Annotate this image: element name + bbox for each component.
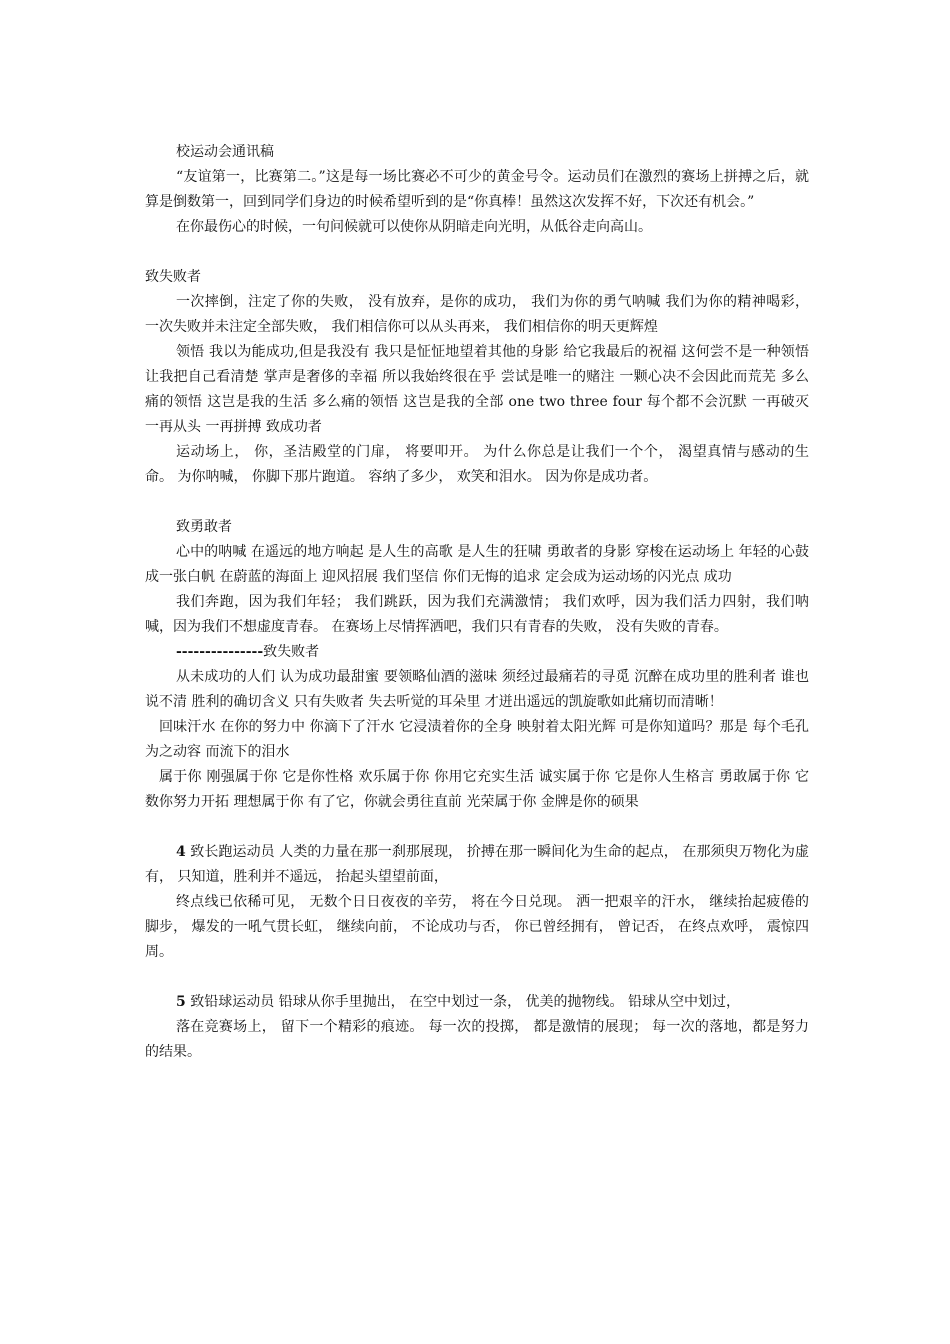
section-number: 5 bbox=[176, 994, 186, 1010]
section-paragraph: 落在竞赛场上， 留下一个精彩的痕迹。 每一次的投掷， 都是激情的展现； 每一次的落地，都是努力的结果。 bbox=[145, 1019, 809, 1060]
section-heading: 致失败者 bbox=[145, 269, 201, 285]
section-paragraph: 领悟 我以为能成功,但是我没有 我只是怔怔地望着其他的身影 给它我最后的祝福 这何尝不是一种领悟 让我把自己看清楚 掌声是奢侈的幸福 所以我始终很在乎 尝试是唯一的赌注 一颗心决不会因此而荒芜 多么痛的领悟 这岂是我的生活 多么痛的领悟 这岂是我的全部 one two three four 每个都不会沉默 一再破灭 一再从头 一再拼搏 致成功者 bbox=[145, 344, 809, 435]
intro-paragraph: 在你最伤心的时候，一句问候就可以使你从阴暗走向光明，从低谷走向高山。 bbox=[176, 219, 652, 235]
section-paragraph bbox=[145, 990, 809, 1015]
section-paragraph: 一次摔倒，注定了你的失败， 没有放弃，是你的成功， 我们为你的勇气呐喊 我们为你的精神喝彩， 一次失败并未注定全部失败， 我们相信你可以从头再来， 我们相信你的明天更辉煌 bbox=[145, 294, 809, 335]
section-paragraph: 属于你 刚强属于你 它是你性格 欢乐属于你 你用它充实生活 诚实属于你 它是你人生格言 勇敢属于你 它数你努力开拓 理想属于你 有了它，你就会勇往直前 光荣属于你 金牌是你的硕果 bbox=[145, 769, 809, 810]
section-paragraph: 我们奔跑，因为我们年轻； 我们跳跃，因为我们充满激情； 我们欢呼，因为我们活力四射，我们呐喊，因为我们不想虚度青春。 在赛场上尽情挥洒吧，我们只有青春的失败， 没有失败的青春。 bbox=[145, 594, 809, 635]
spacer bbox=[145, 965, 809, 990]
divider-dashes: --------------- bbox=[176, 644, 264, 660]
section-paragraph: 终点线已依稀可见， 无数个日日夜夜的辛劳， 将在今日兑现。 洒一把艰辛的汗水， 继续抬起疲倦的脚步， 爆发的一吼气贯长虹， 继续向前， 不论成功与否， 你已曾经拥有， 曾记否， 在终点欢呼， 震惊四周。 bbox=[145, 894, 809, 960]
spacer bbox=[145, 490, 809, 515]
section-text: 致长跑运动员 人类的力量在那一刹那展现， 扴搏在那一瞬间化为生命的起点， 在那须臾万物化为虚有， 只知道，胜利并不遥远， 抬起头望望前面， bbox=[145, 844, 809, 885]
document-body bbox=[145, 140, 809, 1065]
spacer bbox=[145, 240, 809, 265]
section-paragraph: 回味汗水 在你的努力中 你滴下了汗水 它浸渍着你的全身 映射着太阳光辉 可是你知道吗？那是 每个毛孔 为之动容 而流下的泪水 bbox=[145, 719, 809, 760]
section-paragraph: 从未成功的人们 认为成功最甜蜜 要领略仙酒的滋味 须经过最痛若的寻觅 沉醉在成功里的胜利者 谁也说不清 胜利的确切含义 只有失败者 失去听觉的耳朵里 才迸出遥远的凯旋歌如此痛切而清晰！ bbox=[145, 669, 809, 710]
section-paragraph: 心中的呐喊 在遥远的地方响起 是人生的高歌 是人生的狂啸 勇敢者的身影 穿梭在运动场上 年轻的心鼓成一张白帆 在蔚蓝的海面上 迎风招展 我们坚信 你们无悔的追求 定会成为运动场的闪光点 成功 bbox=[145, 544, 809, 585]
section-heading: 致勇敢者 bbox=[176, 519, 232, 535]
section-text: 致铅球运动员 铅球从你手里抛出， 在空中划过一条， 优美的抛物线。 铅球从空中划过， bbox=[185, 994, 740, 1010]
document-title: 校运动会通讯稿 bbox=[176, 144, 274, 160]
section-heading-text: 致失败者 bbox=[263, 644, 320, 660]
section-paragraph: 运动场上， 你，圣洁殿堂的门扉， 将要叩开。 为什么你总是让我们一个个， 渴望真情与感动的生命。 为你呐喊， 你脚下那片跑道。 容纳了多少， 欢笑和泪水。 因为你是成功者。 bbox=[145, 444, 809, 485]
section-number: 4 bbox=[176, 844, 186, 860]
section-heading bbox=[145, 640, 809, 665]
spacer bbox=[145, 815, 809, 840]
section-paragraph bbox=[145, 840, 809, 890]
intro-paragraph: “友谊第一，比赛第二。”这是每一场比赛必不可少的黄金号令。运动员们在激烈的赛场上拼搏之后，就算是倒数第一，回到同学们身边的时候希望听到的是“你真棒！虽然这次发挥不好，下次还有机会。” bbox=[145, 169, 809, 210]
